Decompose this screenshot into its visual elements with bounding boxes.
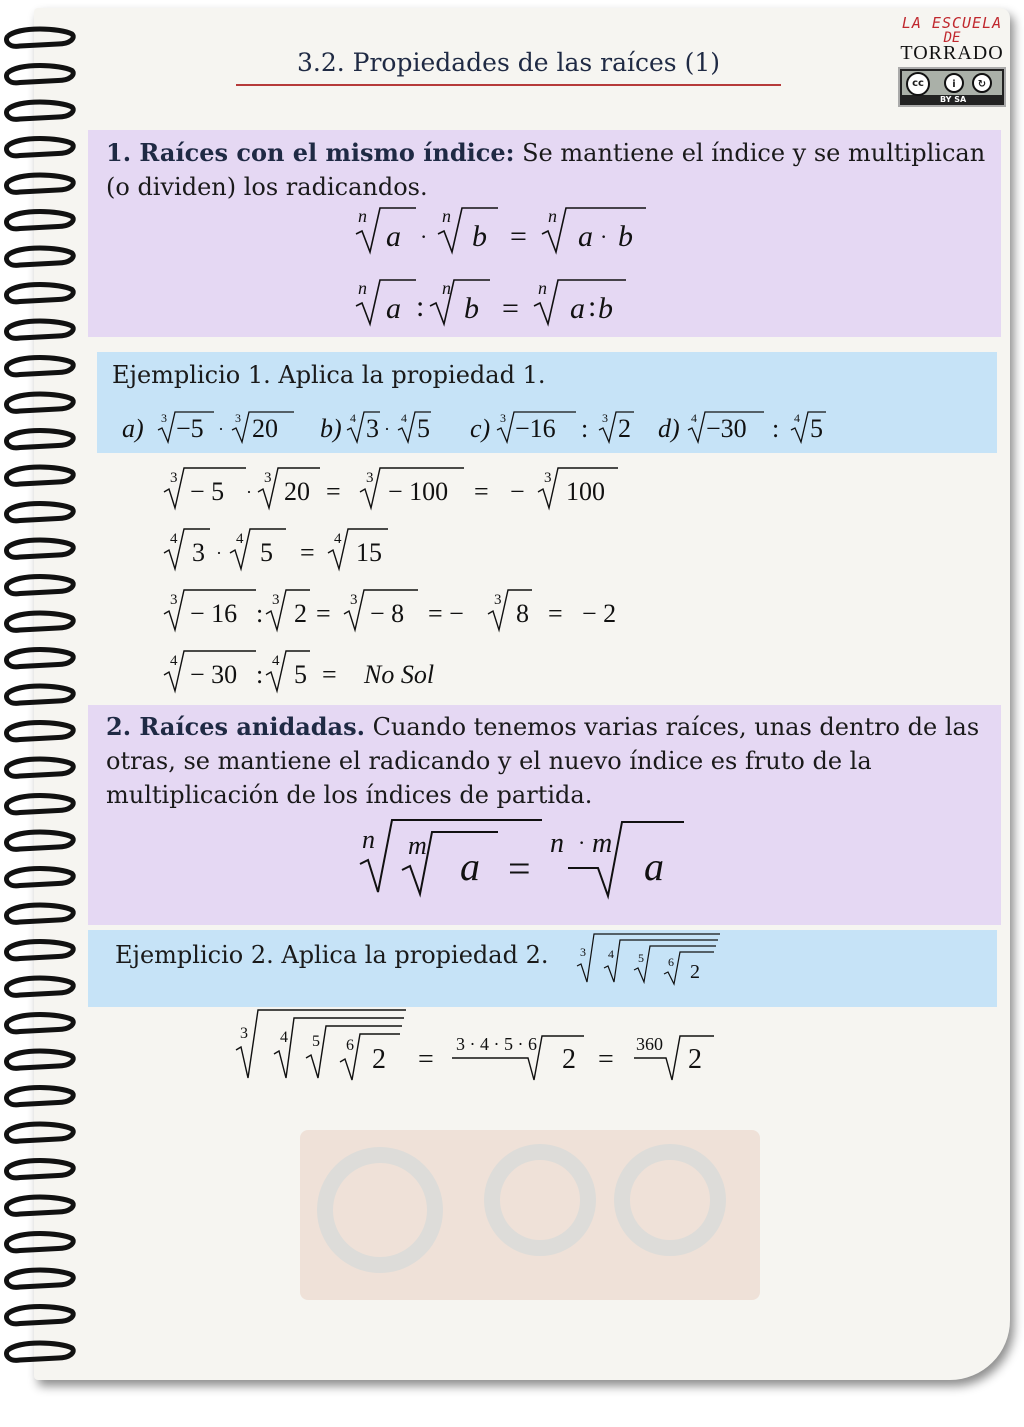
- svg-text:n: n: [362, 825, 375, 854]
- svg-text:2: 2: [688, 1044, 702, 1075]
- svg-text:3: 3: [366, 470, 374, 486]
- svg-text:a: a: [570, 292, 585, 325]
- svg-text::: :: [581, 414, 589, 443]
- svg-text:3: 3: [170, 592, 178, 608]
- section-1-body: Se mantiene el índice y se multiplican (o dividen) los radicandos.: [106, 139, 986, 201]
- svg-text::: :: [256, 599, 264, 628]
- svg-text:2: 2: [372, 1044, 386, 1075]
- svg-text:3: 3: [235, 411, 241, 425]
- spiral-ring: [7, 358, 74, 375]
- example-1-exercises: [118, 404, 838, 450]
- svg-text:n: n: [538, 278, 547, 298]
- section-2-body: Cuando tenemos varias raíces, unas dentro de las otras, se mantiene el radicando y el nuevo índice es fruto de la multiplicación de los índices de partida.: [106, 713, 980, 809]
- share-alike-icon: ↻: [972, 73, 992, 93]
- spiral-ring: [7, 613, 74, 630]
- spiral-ring: [7, 1234, 74, 1251]
- svg-text:5: 5: [294, 660, 307, 689]
- svg-text:·: ·: [246, 482, 252, 502]
- svg-text:·: ·: [600, 224, 608, 249]
- svg-text:3: 3: [580, 945, 586, 959]
- spiral-ring: [7, 942, 74, 959]
- example-2-label: Ejemplicio 2. Aplica la propiedad 2.: [115, 941, 549, 969]
- svg-text:=: =: [510, 220, 527, 253]
- spiral-ring: [7, 832, 74, 849]
- svg-text:b: b: [472, 220, 487, 253]
- cc-icon: cc: [906, 72, 930, 96]
- svg-text:3: 3: [494, 592, 502, 608]
- logo-line-2: DE: [943, 30, 961, 46]
- svg-text:4: 4: [350, 411, 356, 425]
- svg-text:5: 5: [260, 538, 273, 567]
- svg-text:4: 4: [608, 947, 614, 961]
- svg-text:100: 100: [566, 477, 605, 506]
- spiral-binding: [0, 22, 80, 1372]
- svg-text:− 100: − 100: [388, 477, 449, 506]
- svg-text:3: 3: [350, 592, 358, 608]
- svg-text:=: =: [474, 477, 489, 506]
- svg-text:5: 5: [638, 951, 644, 965]
- svg-text:a: a: [460, 844, 480, 889]
- svg-text:c): c): [470, 414, 491, 443]
- svg-text:b: b: [598, 292, 613, 325]
- cc-tags: BY SA: [940, 95, 967, 104]
- svg-text:·: ·: [218, 419, 224, 439]
- logo-line-1: LA ESCUELA: [901, 14, 1003, 32]
- svg-text:·: ·: [384, 419, 390, 439]
- svg-text:3: 3: [264, 470, 272, 486]
- attribution-icon: i: [944, 73, 964, 93]
- svg-text:5: 5: [312, 1033, 320, 1050]
- spiral-ring: [7, 1015, 74, 1032]
- spiral-ring: [7, 1197, 74, 1214]
- spiral-ring: [7, 467, 74, 484]
- spiral-ring: [7, 1307, 74, 1324]
- svg-text:2: 2: [618, 414, 631, 443]
- spiral-ring: [7, 869, 74, 886]
- svg-text:·: ·: [216, 543, 222, 563]
- spiral-ring: [7, 504, 74, 521]
- svg-text:d): d): [658, 414, 680, 443]
- svg-text:m: m: [408, 831, 427, 860]
- svg-text:n: n: [442, 278, 451, 298]
- spiral-ring: [7, 540, 74, 557]
- svg-text:a: a: [578, 220, 593, 253]
- svg-text:−30: −30: [706, 414, 747, 443]
- svg-text:n: n: [550, 828, 564, 859]
- spiral-ring: [7, 1124, 74, 1141]
- svg-text::: :: [416, 290, 425, 323]
- svg-text:6: 6: [346, 1037, 354, 1054]
- svg-text:6: 6: [668, 955, 674, 969]
- section-1-text: [106, 136, 996, 204]
- svg-text:n: n: [358, 278, 367, 298]
- svg-text:4: 4: [236, 531, 244, 547]
- section-2-text: [106, 710, 986, 812]
- spiral-ring: [7, 321, 74, 338]
- svg-text:4: 4: [401, 411, 407, 425]
- svg-text::: :: [588, 290, 597, 323]
- svg-text:2: 2: [690, 961, 700, 983]
- example-1-solutions: [160, 462, 640, 702]
- spiral-ring: [7, 686, 74, 703]
- spiral-ring: [7, 175, 74, 192]
- svg-text:−5: −5: [176, 414, 204, 443]
- spiral-ring: [7, 1270, 74, 1287]
- svg-text:= −: = −: [428, 599, 464, 628]
- spiral-ring: [7, 723, 74, 740]
- svg-text:3: 3: [366, 414, 379, 443]
- spiral-ring: [7, 102, 74, 119]
- svg-text:4: 4: [794, 411, 800, 425]
- svg-text:a: a: [386, 292, 401, 325]
- logo-line-3: TORRADO: [900, 42, 1004, 64]
- spiral-ring: [7, 394, 74, 411]
- cc-license-badge: [898, 67, 1006, 107]
- svg-text:3: 3: [272, 592, 280, 608]
- svg-text:a): a): [122, 414, 144, 443]
- no-solution-text: No Sol: [364, 660, 435, 689]
- svg-text:4: 4: [170, 531, 178, 547]
- svg-text:− 16: − 16: [190, 599, 238, 628]
- svg-text:5: 5: [810, 414, 823, 443]
- spiral-ring: [7, 1088, 74, 1105]
- svg-text:4: 4: [170, 653, 178, 669]
- spiral-ring: [7, 431, 74, 448]
- svg-text:a: a: [386, 220, 401, 253]
- spiral-ring: [7, 905, 74, 922]
- svg-text:·: ·: [420, 224, 428, 249]
- spiral-ring: [7, 285, 74, 302]
- svg-text:3 · 4 · 5 · 6: 3 · 4 · 5 · 6: [456, 1034, 537, 1054]
- svg-text:−: −: [510, 477, 525, 506]
- example-2-solution: [228, 1004, 718, 1084]
- section-2-heading: 2. Raíces anidadas.: [106, 712, 365, 741]
- svg-text:4: 4: [280, 1029, 288, 1046]
- svg-text:b: b: [464, 292, 479, 325]
- svg-text:n: n: [358, 206, 367, 226]
- svg-text:=: =: [508, 846, 531, 891]
- svg-text:− 2: − 2: [582, 599, 617, 628]
- svg-text:=: =: [300, 538, 315, 567]
- page-title: 3.2. Propiedades de las raíces (1): [296, 48, 720, 77]
- svg-text:b: b: [618, 220, 633, 253]
- spiral-ring: [7, 1161, 74, 1178]
- spiral-ring: [7, 29, 74, 46]
- spiral-ring: [7, 978, 74, 995]
- svg-text:− 30: − 30: [190, 660, 238, 689]
- svg-text:=: =: [502, 292, 519, 325]
- svg-text:3: 3: [544, 470, 552, 486]
- svg-text:4: 4: [691, 411, 697, 425]
- title-underline: [236, 84, 781, 86]
- spiral-ring: [7, 759, 74, 776]
- svg-text:−16: −16: [515, 414, 556, 443]
- svg-text:4: 4: [272, 653, 280, 669]
- spiral-ring: [7, 796, 74, 813]
- svg-text:=: =: [326, 477, 341, 506]
- svg-text:15: 15: [356, 538, 382, 567]
- spiral-ring: [7, 577, 74, 594]
- svg-text:3: 3: [602, 411, 608, 425]
- example-2-exercise: [574, 928, 724, 988]
- svg-text:3: 3: [240, 1025, 248, 1042]
- svg-text:5: 5: [417, 414, 430, 443]
- svg-text:2: 2: [294, 599, 307, 628]
- svg-text:n: n: [442, 206, 451, 226]
- svg-text:n: n: [548, 206, 557, 226]
- school-logo: [893, 14, 1011, 126]
- svg-text:=: =: [548, 599, 563, 628]
- spiral-ring: [7, 1343, 74, 1360]
- svg-text:m: m: [592, 828, 613, 859]
- svg-text:20: 20: [284, 477, 310, 506]
- spiral-ring: [7, 650, 74, 667]
- svg-text:3: 3: [161, 411, 167, 425]
- spiral-ring: [7, 66, 74, 83]
- svg-text:b): b): [320, 414, 342, 443]
- svg-text:2: 2: [562, 1044, 576, 1075]
- svg-text:=: =: [418, 1044, 434, 1075]
- svg-text:=: =: [316, 599, 331, 628]
- spiral-ring: [7, 139, 74, 156]
- svg-text::: :: [256, 660, 264, 689]
- section-1-heading: 1. Raíces con el mismo índice:: [106, 138, 515, 167]
- spiral-ring: [7, 212, 74, 229]
- example-1-label: Ejemplicio 1. Aplica la propiedad 1.: [112, 361, 546, 389]
- svg-text:8: 8: [516, 599, 529, 628]
- svg-text:20: 20: [252, 414, 278, 443]
- spiral-ring: [7, 1051, 74, 1068]
- svg-text:− 8: − 8: [370, 599, 405, 628]
- svg-text:=: =: [598, 1044, 614, 1075]
- svg-text:·: ·: [578, 830, 586, 855]
- svg-text:3: 3: [170, 470, 178, 486]
- svg-text:360: 360: [636, 1034, 663, 1054]
- property-2-formula: [356, 812, 696, 902]
- svg-text:− 5: − 5: [190, 477, 225, 506]
- svg-text:=: =: [322, 660, 337, 689]
- spiral-ring: [7, 248, 74, 265]
- property-1-formulas: [350, 200, 660, 340]
- svg-text:3: 3: [192, 538, 205, 567]
- svg-text:3: 3: [500, 411, 506, 425]
- svg-text:a: a: [644, 844, 664, 889]
- svg-text::: :: [772, 414, 780, 443]
- svg-text:4: 4: [334, 531, 342, 547]
